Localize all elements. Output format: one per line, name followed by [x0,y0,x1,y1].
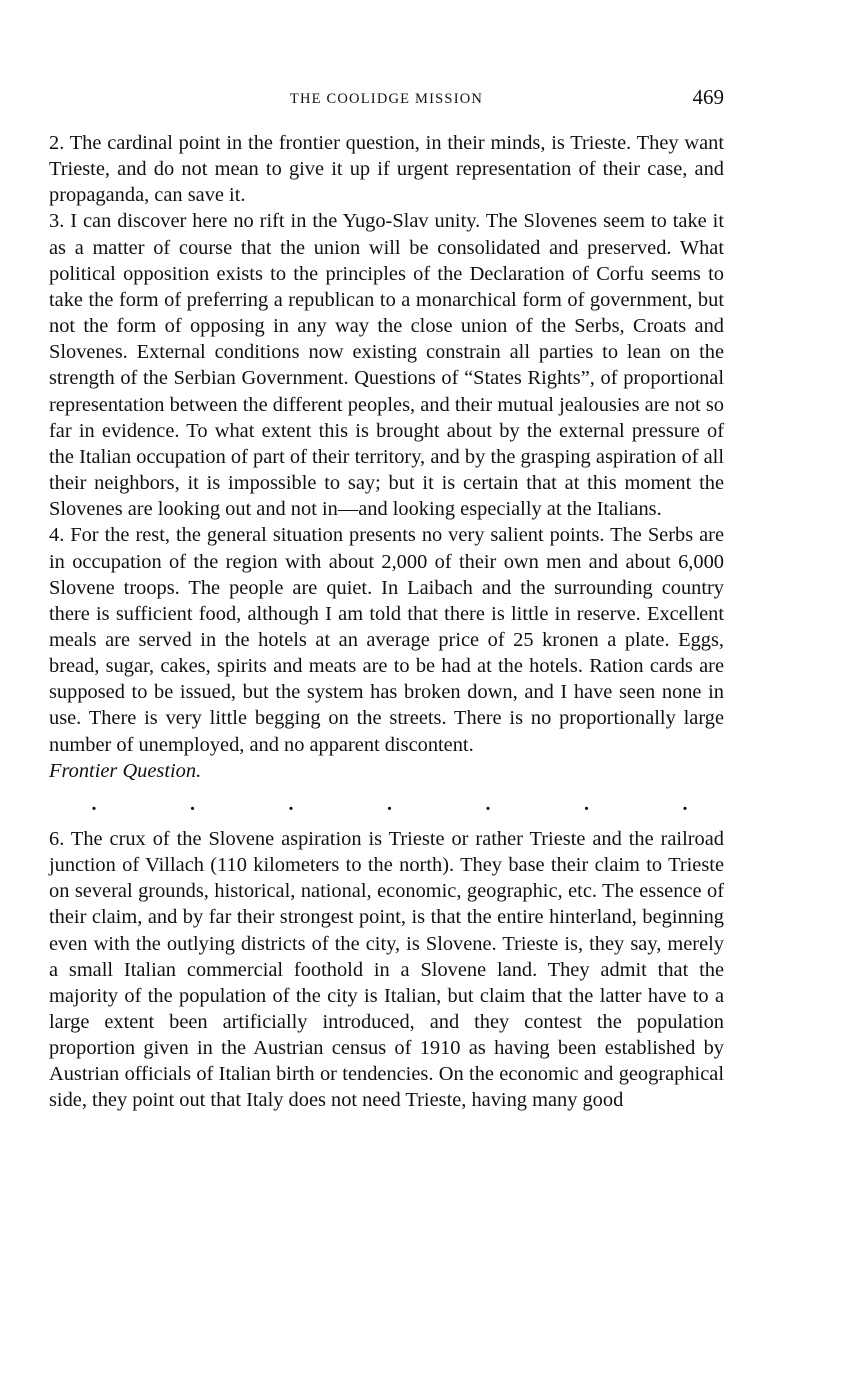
ellipsis-dot: . [485,793,491,816]
section-heading: Frontier Question. [49,759,202,782]
paragraph-4: 4. For the rest, the general situation presents no very salient points. The Serbs are in occupation of the region with about 2,000 of their own men and about 6,000 Slovene troops. The people are quiet. In Laibach and the surrounding country there is sufficient food, although I am told that there is little in reserve. Excellent meals are served in the hotels at an average price of 25 kronen a plate. Eggs, bread, sugar, cakes, spirits and meats are to be had at the hotels. Ration cards are supposed to be issued, but the system has broken down, and I have seen none in use. There is very little begging on the streets. There is no proportionally large number of unemployed, and no apparent discontent. [49,524,724,756]
ellipsis-dot: . [91,793,97,816]
ellipsis-dot: . [584,793,589,816]
paragraph-3: 3. I can discover here no rift in the Yugo-Slav unity. The Slovenes seem to take it as a matter of course that the union will be consolidated and preserved. What political opposition exists to the principles of the Declaration of Corfu seems to take the form of preferring a republican to a monarchical form of government, but not the form of opposing in any way the close union of the Serbs, Croats and Slovenes. External conditions now existing constrain all parties to lean on the strength of the Serbian Government. Questions of “States Rights”, of proportional representation between the different peoples, and their mutual jealousies are not so far in evidence. To what extent this is brought about by the external pressure of the Italian occupation of part of their territory, and by the grasping aspiration of all their neighbors, it is impossible to say; but it is certain that at this moment the Slovenes are looking out and not in—and looking especially at the Italians. [49,210,724,521]
ellipsis-dot: . [190,793,195,816]
running-head [49,84,724,114]
document-page [49,0,724,1379]
ellipsis-dot: . [387,793,392,816]
paragraph-6: 6. The crux of the Slovene aspiration is Trieste or rather Trieste and the railroad junction of Villach (110 kilometers to the north). They base their claim to Trieste on several grounds, historical, national, economic, geographic, etc. The essence of their claim, and by far their strongest point, is that the entire hinterland, beginning even with the outlying districts of the city, is Slovene. Trieste is, they say, merely a small Italian commercial foothold in a Slovene land. They admit that the majority of the population of the city is Italian, but claim that the latter have to a large extent been artificially introduced, and they contest the population proportion given in the Austrian census of 1910 as having been established by Austrian officials of Italian birth or tendencies. On the economic and geographical side, they point out that Italy does not need Trieste, having many good [49,827,724,1112]
paragraph-2: 2. The cardinal point in the frontier question, in their minds, is Trieste. They want Trieste, and do not mean to give it up if urgent representation of their case, and propaganda, can save it. [49,132,724,207]
page-number: 469 [692,85,724,109]
running-title: THE COOLIDGE MISSION [289,91,484,107]
ellipsis-dot: . [682,793,688,816]
omission-ellipsis [49,784,724,826]
body-text [49,130,724,1114]
ellipsis-dot: . [288,793,294,816]
